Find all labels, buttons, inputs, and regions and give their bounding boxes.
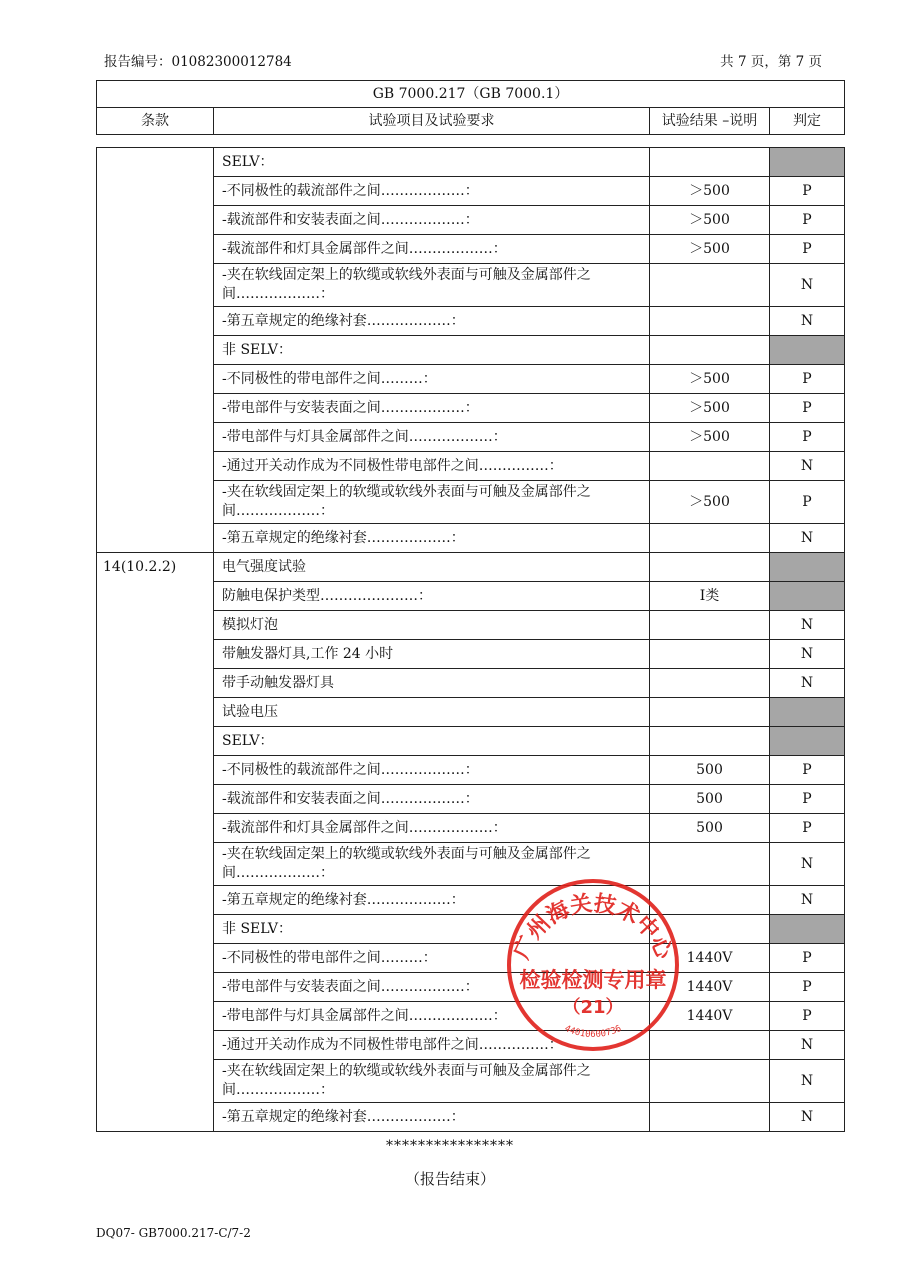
result-cell [650, 698, 770, 727]
item-cell: SELV： [214, 727, 650, 756]
seal-top-text: 广州海关技术中心 [509, 891, 677, 963]
item-cell: -载流部件和安装表面之间………………： [214, 785, 650, 814]
footer-code: DQ07- GB7000.217-C/7-2 [96, 1226, 251, 1240]
verdict-cell [770, 582, 845, 611]
verdict-cell: N [770, 264, 845, 307]
verdict-cell [770, 336, 845, 365]
result-cell [650, 1103, 770, 1132]
item-cell: -不同极性的载流部件之间………………： [214, 177, 650, 206]
verdict-cell: N [770, 611, 845, 640]
item-cell: -夹在软线固定架上的软缆或软线外表面与可触及金属部件之间………………： [214, 481, 650, 524]
item-cell: 防触电保护类型…………………： [214, 582, 650, 611]
item-cell: -带电部件与灯具金属部件之间………………： [214, 423, 650, 452]
result-cell: ＞500 [650, 235, 770, 264]
result-cell [650, 148, 770, 177]
verdict-cell: N [770, 524, 845, 553]
verdict-cell: N [770, 640, 845, 669]
clause-cell [97, 148, 214, 553]
item-cell: -第五章规定的绝缘衬套………………： [214, 307, 650, 336]
report-end: （报告结束） [404, 1170, 495, 1188]
seal-serial: 44010600736 [562, 1023, 624, 1041]
item-cell: -通过开关动作成为不同极性带电部件之间……………： [214, 452, 650, 481]
item-cell: -不同极性的载流部件之间………………： [214, 756, 650, 785]
result-cell [650, 727, 770, 756]
result-cell: 1440V [650, 973, 770, 1002]
col-result-header: 试验结果 –说明 [650, 108, 770, 135]
verdict-cell: N [770, 843, 845, 886]
verdict-cell: N [770, 307, 845, 336]
verdict-cell: P [770, 785, 845, 814]
item-cell: -通过开关动作成为不同极性带电部件之间……………： [214, 1031, 650, 1060]
item-cell: -夹在软线固定架上的软缆或软线外表面与可触及金属部件之间………………： [214, 264, 650, 307]
verdict-cell: P [770, 423, 845, 452]
item-cell: -载流部件和安装表面之间………………： [214, 206, 650, 235]
verdict-cell: P [770, 944, 845, 973]
verdict-cell: N [770, 669, 845, 698]
result-cell: ＞500 [650, 177, 770, 206]
result-cell [650, 553, 770, 582]
item-cell: -夹在软线固定架上的软缆或软线外表面与可触及金属部件之间………………： [214, 843, 650, 886]
result-cell [650, 1031, 770, 1060]
item-cell: -不同极性的带电部件之间………： [214, 944, 650, 973]
item-cell: SELV： [214, 148, 650, 177]
verdict-cell: P [770, 365, 845, 394]
col-verdict-header: 判定 [770, 108, 845, 135]
verdict-cell: P [770, 394, 845, 423]
verdict-cell: N [770, 886, 845, 915]
result-cell: ＞500 [650, 394, 770, 423]
item-cell: 带触发器灯具,工作 24 小时 [214, 640, 650, 669]
result-cell [650, 915, 770, 944]
result-cell [650, 452, 770, 481]
result-cell [650, 264, 770, 307]
verdict-cell: P [770, 1002, 845, 1031]
result-cell: 500 [650, 814, 770, 843]
item-cell: 非 SELV： [214, 915, 650, 944]
result-cell: ＞500 [650, 481, 770, 524]
result-cell [650, 886, 770, 915]
seal-number: （21） [562, 997, 624, 1018]
item-cell: -第五章规定的绝缘衬套………………： [214, 886, 650, 915]
result-cell [650, 524, 770, 553]
result-cell [650, 611, 770, 640]
page-info: 共 7 页，第 7 页 [720, 54, 822, 70]
result-cell: Ⅰ类 [650, 582, 770, 611]
item-cell: -载流部件和灯具金属部件之间………………： [214, 814, 650, 843]
col-item-header: 试验项目及试验要求 [214, 108, 650, 135]
item-cell: -夹在软线固定架上的软缆或软线外表面与可触及金属部件之间………………： [214, 1060, 650, 1103]
verdict-cell [770, 698, 845, 727]
verdict-cell: P [770, 177, 845, 206]
item-cell: -带电部件与安装表面之间………………： [214, 394, 650, 423]
result-cell: 1440V [650, 944, 770, 973]
verdict-cell [770, 553, 845, 582]
table-header [96, 80, 845, 135]
result-cell [650, 307, 770, 336]
verdict-cell: P [770, 973, 845, 1002]
result-cell [650, 336, 770, 365]
verdict-cell: N [770, 1103, 845, 1132]
result-cell: 500 [650, 756, 770, 785]
end-stars: **************** [386, 1138, 514, 1154]
verdict-cell: P [770, 814, 845, 843]
item-cell: -载流部件和灯具金属部件之间………………： [214, 235, 650, 264]
item-cell: -带电部件与安装表面之间………………： [214, 973, 650, 1002]
verdict-cell [770, 148, 845, 177]
standard-title: GB 7000.217（GB 7000.1） [97, 81, 845, 108]
verdict-cell [770, 727, 845, 756]
item-cell: -带电部件与灯具金属部件之间………………： [214, 1002, 650, 1031]
result-cell [650, 640, 770, 669]
item-cell: -第五章规定的绝缘衬套………………： [214, 1103, 650, 1132]
col-clause-header: 条款 [97, 108, 214, 135]
clause-cell: 14(10.2.2) [97, 553, 214, 1132]
item-cell: -不同极性的带电部件之间………： [214, 365, 650, 394]
table-row [97, 553, 845, 582]
verdict-cell: N [770, 1060, 845, 1103]
item-cell: 带手动触发器灯具 [214, 669, 650, 698]
verdict-cell: N [770, 1031, 845, 1060]
result-cell [650, 843, 770, 886]
result-cell: ＞500 [650, 365, 770, 394]
result-cell [650, 669, 770, 698]
verdict-cell [770, 915, 845, 944]
result-cell: ＞500 [650, 206, 770, 235]
test-results-table [96, 147, 845, 1132]
result-cell [650, 1060, 770, 1103]
result-cell: 500 [650, 785, 770, 814]
report-number: 报告编号：01082300012784 [104, 54, 292, 70]
verdict-cell: P [770, 235, 845, 264]
verdict-cell: N [770, 452, 845, 481]
result-cell: 1440V [650, 1002, 770, 1031]
item-cell: 电气强度试验 [214, 553, 650, 582]
item-cell: 试验电压 [214, 698, 650, 727]
item-cell: 模拟灯泡 [214, 611, 650, 640]
result-cell: ＞500 [650, 423, 770, 452]
verdict-cell: P [770, 481, 845, 524]
item-cell: -第五章规定的绝缘衬套………………： [214, 524, 650, 553]
verdict-cell: P [770, 756, 845, 785]
seal-middle-text: 检验检测专用章 [519, 968, 667, 992]
verdict-cell: P [770, 206, 845, 235]
table-row [97, 148, 845, 177]
item-cell: 非 SELV： [214, 336, 650, 365]
